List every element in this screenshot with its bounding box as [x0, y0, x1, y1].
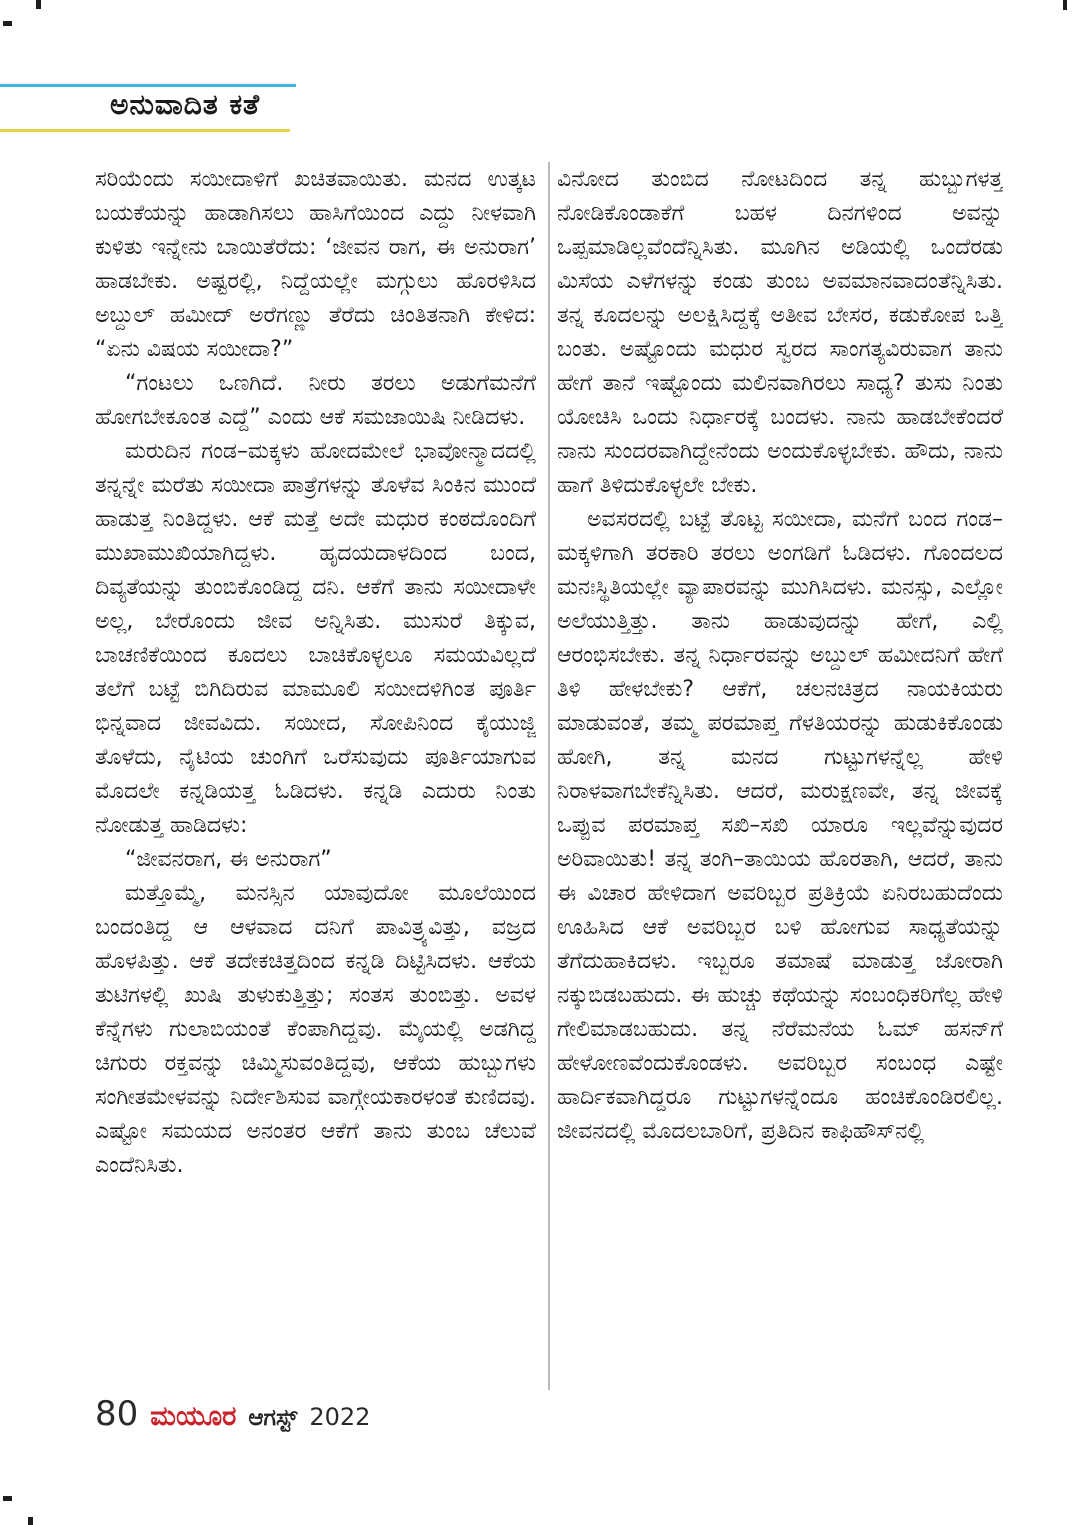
story-paragraph: ಅವಸರದಲ್ಲಿ ಬಟ್ಟೆ ತೊಟ್ಟ ಸಯೀದಾ, ಮನೆಗೆ ಬಂದ ಗಂಡ–ಮಕ್ಕಳಿಗಾಗಿ ತರಕಾರಿ ತರಲು ಅಂಗಡಿಗೆ ಓಡಿದಳು. ಗೊಂದಲದ ಮನಃಸ್ಥಿತಿಯಲ್ಲೇ ವ್ಯಾಪಾರವನ್ನು ಮುಗಿಸಿದಳು. ಮನಸ್ಸು, ಎಲ್ಲೋ ಅಲೆಯುತ್ತಿತ್ತು. ತಾನು ಹಾಡುವುದನ್ನು ಹೇಗೆ, ಎಲ್ಲಿ ಆರಂಭಿಸಬೇಕು. ತನ್ನ ನಿರ್ಧಾರವನ್ನು ಅಬ್ದುಲ್ ಹಮೀದನಿಗೆ ಹೇಗೆ ತಿಳಿ ಹೇಳಬೇಕು? ಆಕೆಗೆ, ಚಲನಚಿತ್ರದ ನಾಯಕಿಯರು ಮಾಡುವಂತೆ, ತಮ್ಮ ಪರಮಾಪ್ತ ಗೆಳತಿಯರನ್ನು ಹುಡುಕಿಕೊಂಡು ಹೋಗಿ, ತನ್ನ ಮನದ ಗುಟ್ಟುಗಳನ್ನೆಲ್ಲ ಹೇಳಿ ನಿರಾಳವಾಗಬೇಕೆನ್ನಿಸಿತು. ಆದರೆ, ಮರುಕ್ಷಣವೇ, ತನ್ನ ಜೀವಕ್ಕೆ ಒಪ್ಪುವ ಪರಮಾಪ್ತ ಸಖಿ–ಸಖಿ ಯಾರೂ ಇಲ್ಲವೆನ್ನುವುದರ ಅರಿವಾಯಿತು! ತನ್ನ ತಂಗಿ–ತಾಯಿಯ ಹೊರತಾಗಿ, ಆದರೆ, ತಾನು ಈ ವಿಚಾರ ಹೇಳಿದಾಗ ಅವರಿಬ್ಬರ ಪ್ರತಿಕ್ರಿಯೆ ಏನಿರಬಹುದೆಂದು ಊಹಿಸಿದ ಆಕೆ ಅವರಿಬ್ಬರ ಬಳಿ ಹೋಗುವ ಸಾಧ್ಯತೆಯನ್ನು ತೆಗೆದುಹಾಕಿದಳು. ಇಬ್ಬರೂ ತಮಾಷೆ ಮಾಡುತ್ತ ಜೋರಾಗಿ ನಕ್ಕುಬಿಡಬಹುದು. ಈ ಹುಚ್ಚು ಕಥೆಯನ್ನು ಸಂಬಂಧಿಕರಿಗೆಲ್ಲ ಹೇಳಿ ಗೇಲಿಮಾಡಬಹುದು. ತನ್ನ ನೆರೆಮನೆಯ ಓಮ್ ಹಸನ್‌ಗೆ ಹೇಳೋಣವೆಂದುಕೊಂಡಳು. ಅವರಿಬ್ಬರ ಸಂಬಂಧ ಎಷ್ಟೇ ಹಾರ್ದಿಕವಾಗಿದ್ದರೂ ಗುಟ್ಟುಗಳನ್ನೆಂದೂ ಹಂಚಿಕೊಂಡಿರಲಿಲ್ಲ. ಜೀವನದಲ್ಲಿ ಮೊದಲಬಾರಿಗೆ, ಪ್ರತಿದಿನ ಕಾಫಿಹೌಸ್‌ನಲ್ಲಿ: [557, 507, 1003, 1144]
magazine-name: ಮಯೂರ: [150, 1401, 237, 1432]
header-rule-top: [0, 84, 296, 87]
page-footer: [95, 1394, 370, 1434]
story-paragraph: ಮರುದಿನ ಗಂಡ–ಮಕ್ಕಳು ಹೋದಮೇಲೆ ಭಾವೋನ್ಮಾದದಲ್ಲಿ ತನ್ನನ್ನೇ ಮರೆತು ಸಯೀದಾ ಪಾತ್ರೆಗಳನ್ನು ತೊಳೆವ ಸಿಂಕಿನ ಮುಂದೆ ಹಾಡುತ್ತ ನಿಂತಿದ್ದಳು. ಆಕೆ ಮತ್ತೆ ಅದೇ ಮಧುರ ಕಂಠದೊಂದಿಗೆ ಮುಖಾಮುಖಿಯಾಗಿದ್ದಳು. ಹೃದಯದಾಳದಿಂದ ಬಂದ, ದಿವ್ಯತೆಯನ್ನು ತುಂಬಿಕೊಂಡಿದ್ದ ದನಿ. ಆಕೆಗೆ ತಾನು ಸಯೀದಾಳೇ ಅಲ್ಲ, ಬೇರೊಂದು ಜೀವ ಅನ್ನಿಸಿತು. ಮುಸುರೆ ತಿಕ್ಕುವ, ಬಾಚಣಿಕೆಯಿಂದ ಕೂದಲು ಬಾಚಿಕೊಳ್ಳಲೂ ಸಮಯವಿಲ್ಲದೆ ತಲೆಗೆ ಬಟ್ಟೆ ಬಿಗಿದಿರುವ ಮಾಮೂಲಿ ಸಯೀದಳಿಗಿಂತ ಪೂರ್ತಿ ಭಿನ್ನವಾದ ಜೀವವಿದು. ಸಯೀದ, ಸೋಪಿನಿಂದ ಕೈಯುಜ್ಜಿ ತೊಳೆದು, ನೈಟಿಯ ಚುಂಗಿಗೆ ಒರೆಸುವುದು ಪೂರ್ತಿಯಾಗುವ ಮೊದಲೇ ಕನ್ನಡಿಯತ್ತ ಓಡಿದಳು. ಕನ್ನಡಿ ಎದುರು ನಿಂತು ನೋಡುತ್ತ ಹಾಡಿದಳು:: [95, 439, 536, 838]
story-column-1: [95, 163, 536, 1391]
story-paragraph: “ಗಂಟಲು ಒಣಗಿದೆ. ನೀರು ತರಲು ಅಡುಗೆಮನೆಗೆ ಹೋಗಬೇಕೂಂತ ಎದ್ದೆ” ಎಂದು ಆಕೆ ಸಮಜಾಯಿಷಿ ನೀಡಿದಳು.: [95, 371, 536, 430]
header-rule-bottom: [0, 129, 290, 132]
section-title: ಅನುವಾದಿತ ಕತೆ: [110, 88, 261, 121]
registration-mark-top-right-tick: [1063, 0, 1067, 10]
registration-mark-top-left-tick: [36, 0, 41, 9]
story-paragraph: ವಿನೋದ ತುಂಬಿದ ನೋಟದಿಂದ ತನ್ನ ಹುಬ್ಬುಗಳತ್ತ ನೋಡಿಕೊಂಡಾಕೆಗೆ ಬಹಳ ದಿನಗಳಿಂದ ಅವನ್ನು ಒಪ್ಪಮಾಡಿಲ್ಲವೆಂದೆನ್ನಿಸಿತು. ಮೂಗಿನ ಅಡಿಯಲ್ಲಿ ಒಂದೆರಡು ಮಿಸೆಯ ಎಳೆಗಳನ್ನು ಕಂಡು ತುಂಬ ಅವಮಾನವಾದಂತೆನ್ನಿಸಿತು. ತನ್ನ ಕೂದಲನ್ನು ಅಲಕ್ಷಿಸಿದ್ದಕ್ಕೆ ಅತೀವ ಬೇಸರ, ಕಡುಕೋಪ ಒತ್ತಿ ಬಂತು. ಅಷ್ಟೊಂದು ಮಧುರ ಸ್ವರದ ಸಾಂಗತ್ಯವಿರುವಾಗ ತಾನು ಹೇಗೆ ತಾನೆ ಇಷ್ಟೊಂದು ಮಲಿನವಾಗಿರಲು ಸಾಧ್ಯ? ತುಸು ನಿಂತು ಯೋಚಿಸಿ ಒಂದು ನಿರ್ಧಾರಕ್ಕೆ ಬಂದಳು. ನಾನು ಹಾಡಬೇಕೆಂದರೆ ನಾನು ಸುಂದರವಾಗಿದ್ದೇನೆಂದು ಅಂದುಕೊಳ್ಳಬೇಕು. ಹೌದು, ನಾನು ಹಾಗೆ ತಿಳಿದುಕೊಳ್ಳಲೇ ಬೇಕು.: [557, 167, 1003, 498]
story-quote-line: “ಜೀವನರಾಗ, ಈ ಅನುರಾಗ”: [125, 847, 332, 872]
registration-mark-top-left-dash: [3, 21, 12, 26]
story-paragraph: ಮತ್ತೊಮ್ಮೆ, ಮನಸ್ಸಿನ ಯಾವುದೋ ಮೂಲೆಯಿಂದ ಬಂದಂತಿದ್ದ ಆ ಆಳವಾದ ದನಿಗೆ ಪಾವಿತ್ರ್ಯವಿತ್ತು, ವಜ್ರದ ಹೊಳಪಿತ್ತು. ಆಕೆ ತದೇಕಚಿತ್ತದಿಂದ ಕನ್ನಡಿ ದಿಟ್ಟಿಸಿದಳು. ಆಕೆಯ ತುಟಿಗಳಲ್ಲಿ ಖುಷಿ ತುಳುಕುತ್ತಿತ್ತು; ಸಂತಸ ತುಂಬಿತ್ತು. ಅವಳ ಕೆನ್ನೆಗಳು ಗುಲಾಬಿಯಂತೆ ಕೆಂಪಾಗಿದ್ದವು. ಮೈಯಲ್ಲಿ ಅಡಗಿದ್ದ ಚಿಗುರು ರಕ್ತವನ್ನು ಚಿಮ್ಮಿಸುವಂತಿದ್ದವು, ಆಕೆಯ ಹುಬ್ಬುಗಳು ಸಂಗೀತಮೇಳವನ್ನು ನಿರ್ದೇಶಿಸುವ ವಾಗ್ಗೇಯಕಾರಳಂತೆ ಕುಣಿದವು. ಎಷ್ಟೋ ಸಮಯದ ಅನಂತರ ಆಕೆಗೆ ತಾನು ತುಂಬ ಚೆಲುವೆ ಎಂದೆನಿಸಿತು.: [95, 881, 536, 1178]
registration-mark-bottom-left-tick: [28, 1517, 33, 1525]
story-column-2: [557, 163, 1003, 1391]
column-divider-rule: [548, 162, 550, 1390]
issue-year: 2022: [309, 1403, 371, 1431]
registration-mark-bottom-left-dash: [3, 1496, 12, 1501]
issue-month: ಆಗಸ್ಟ್: [248, 1405, 298, 1431]
page-number: 80: [95, 1394, 139, 1434]
story-paragraph: ಸರಿಯೆಂದು ಸಯೀದಾಳಿಗೆ ಖಚಿತವಾಯಿತು. ಮನದ ಉತ್ಕಟ ಬಯಕೆಯನ್ನು ಹಾಡಾಗಿಸಲು ಹಾಸಿಗೆಯಿಂದ ಎದ್ದು ನೀಳವಾಗಿ ಕುಳಿತು ಇನ್ನೇನು ಬಾಯಿತೆರೆದು: ‘ಜೀವನ ರಾಗ, ಈ ಅನುರಾಗ’ ಹಾಡಬೇಕು. ಅಷ್ಟರಲ್ಲಿ, ನಿದ್ದೆಯಲ್ಲೇ ಮಗ್ಗುಲು ಹೊರಳಿಸಿದ ಅಬ್ದುಲ್ ಹಮೀದ್ ಅರೆಗಣ್ಣು ತೆರೆದು ಚಿಂತಿತನಾಗಿ ಕೇಳಿದ: “ಏನು ವಿಷಯ ಸಯೀದಾ?”: [95, 167, 536, 362]
